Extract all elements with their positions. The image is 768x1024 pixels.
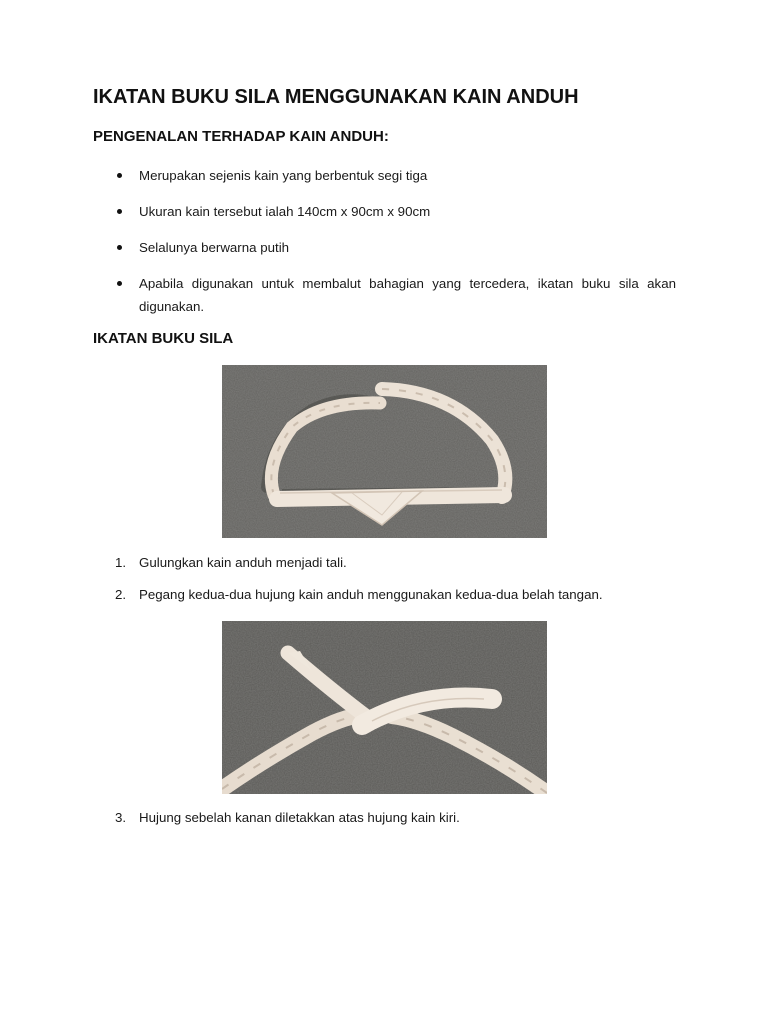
intro-bullet-list [93,164,676,331]
bullet-dot-icon [117,173,122,178]
bullet-text: Apabila digunakan untuk membalut bahagian yang tercedera, ikatan buku sila akan digunakan. [139,276,676,314]
bullet-dot-icon [117,281,122,286]
step-item [115,555,347,570]
bullet-item [93,272,676,318]
photo-crossed-ends [222,621,547,794]
step-text: Gulungkan kain anduh menjadi tali. [139,555,347,570]
page-title: IKATAN BUKU SILA MENGGUNAKAN KAIN ANDUH [93,86,579,108]
bullet-dot-icon [117,209,122,214]
photo-rolled-bandage [222,365,547,538]
bullet-dot-icon [117,245,122,250]
section-heading: IKATAN BUKU SILA [93,330,234,347]
step-item [115,587,603,602]
step-number: 1. [115,555,127,570]
step-number: 3. [115,810,127,825]
bullet-text: Merupakan sejenis kain yang berbentuk segi tiga [139,168,428,183]
step-text: Hujung sebelah kanan diletakkan atas hujung kain kiri. [139,810,460,825]
bullet-item [93,164,676,187]
step-text: Pegang kedua-dua hujung kain anduh menggunakan kedua-dua belah tangan. [139,587,603,602]
step-number: 2. [115,587,127,602]
intro-heading: PENGENALAN TERHADAP KAIN ANDUH: [93,128,389,145]
step-item [115,810,460,825]
bullet-item [93,200,676,223]
bullet-item [93,236,676,259]
bullet-text: Ukuran kain tersebut ialah 140cm x 90cm x 90cm [139,204,431,219]
bullet-text: Selalunya berwarna putih [139,240,290,255]
